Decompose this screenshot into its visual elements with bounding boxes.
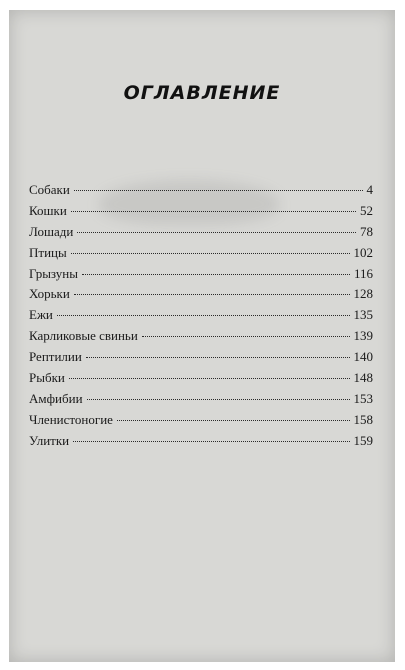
toc-entry-label: Членистоногие xyxy=(29,411,113,427)
toc-entry xyxy=(29,328,373,349)
toc-entry xyxy=(29,307,373,328)
toc-entry xyxy=(29,182,373,203)
toc-entry-label: Кошки xyxy=(29,202,67,218)
toc-entry xyxy=(29,286,373,307)
dot-leader xyxy=(87,399,350,400)
dot-leader xyxy=(77,232,356,233)
toc-entry xyxy=(29,203,373,224)
toc-entry-page-number: 4 xyxy=(366,182,373,197)
dot-leader xyxy=(71,253,350,254)
toc-entry-label: Ежи xyxy=(29,307,53,323)
toc-entry-label: Собаки xyxy=(29,182,70,197)
toc-entry-page-number: 116 xyxy=(353,265,373,281)
toc-entry xyxy=(29,245,373,266)
toc-entry-page-number: 135 xyxy=(353,307,373,323)
toc-entry-label: Рыбки xyxy=(29,370,65,386)
toc-entry-page-number: 139 xyxy=(353,328,373,344)
toc-entry-page-number: 148 xyxy=(353,370,373,386)
toc-entry-page-number: 159 xyxy=(353,432,373,448)
toc-entry xyxy=(29,391,373,412)
toc-entry-label: Рептилии xyxy=(29,349,82,365)
dot-leader xyxy=(86,357,350,358)
dot-leader xyxy=(142,336,350,337)
dot-leader xyxy=(117,420,350,421)
toc-entry xyxy=(29,349,373,370)
toc-entry-page-number: 102 xyxy=(353,244,373,260)
book-page xyxy=(9,10,395,662)
dot-leader xyxy=(69,378,350,379)
toc-entry-label: Птицы xyxy=(29,244,67,260)
toc-entry-page-number: 52 xyxy=(360,202,373,218)
dot-leader xyxy=(73,441,349,442)
toc-entry xyxy=(29,224,373,245)
toc-entry-label: Амфибии xyxy=(29,390,83,406)
page-title: ОГЛАВЛЕНИЕ xyxy=(123,82,281,104)
dot-leader xyxy=(57,315,350,316)
toc-entry-page-number: 153 xyxy=(353,390,373,406)
dot-leader xyxy=(74,294,350,295)
toc-entry-label: Хорьки xyxy=(29,286,70,302)
dot-leader xyxy=(74,190,363,191)
toc-entry-page-number: 158 xyxy=(353,411,373,427)
toc-entry-label: Грызуны xyxy=(29,265,78,281)
table-of-contents xyxy=(29,182,373,454)
toc-entry-label: Улитки xyxy=(29,432,70,448)
toc-entry-page-number: 128 xyxy=(353,286,373,302)
toc-entry-label: Карликовые свиньи xyxy=(29,328,138,344)
dot-leader xyxy=(71,211,356,212)
toc-entry xyxy=(29,266,373,287)
toc-entry xyxy=(29,433,373,454)
toc-entry xyxy=(29,370,373,391)
toc-entry-page-number: 140 xyxy=(353,349,373,365)
toc-entry xyxy=(29,412,373,433)
dot-leader xyxy=(82,274,350,275)
toc-entry-label: Лошади xyxy=(29,223,74,239)
toc-entry-page-number: 78 xyxy=(360,223,373,239)
